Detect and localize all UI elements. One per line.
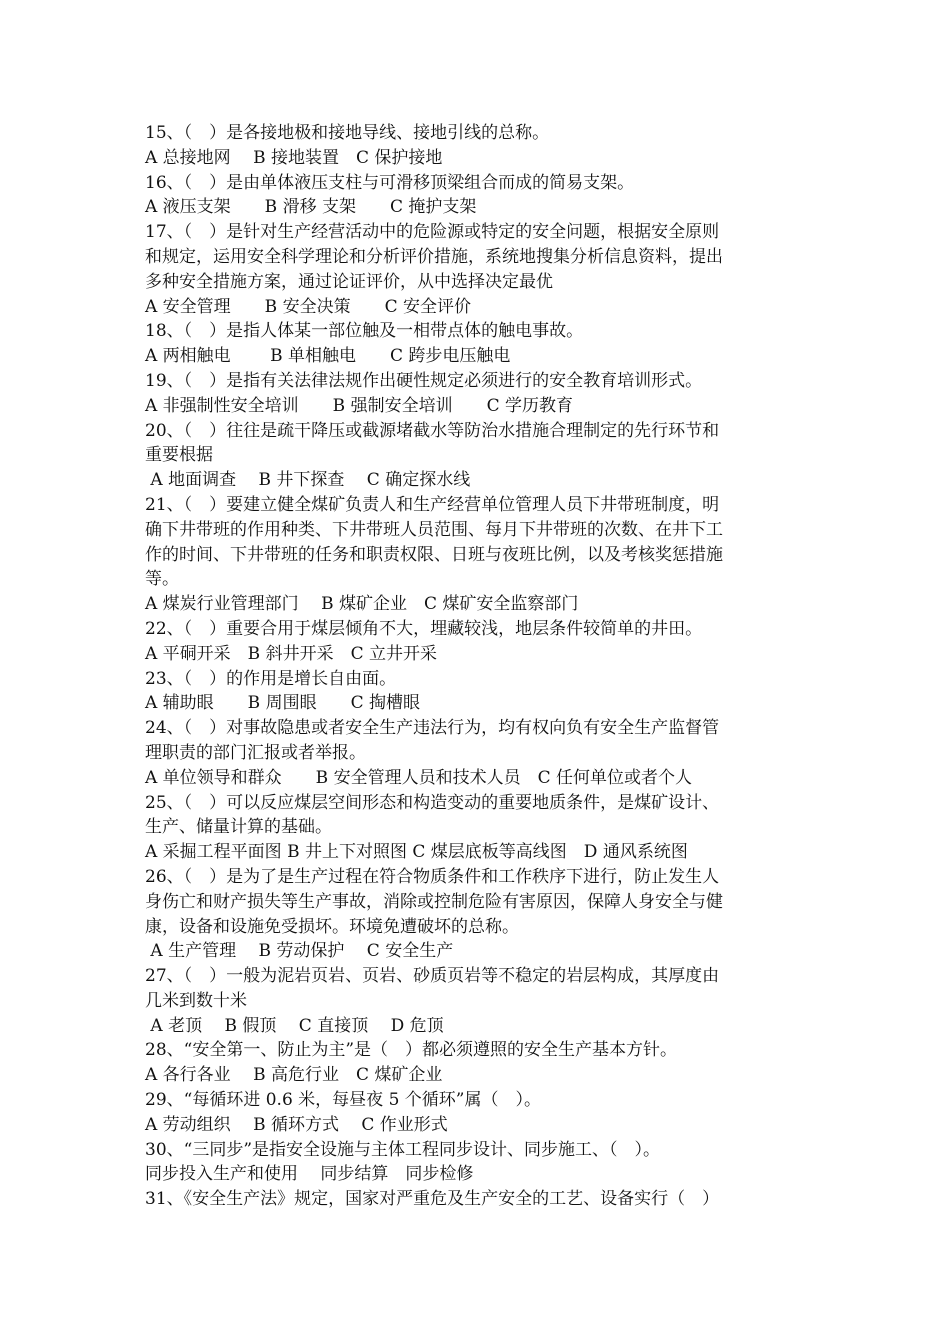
document-line: 31、《安全生产法》规定，国家对严重危及生产安全的工艺、设备实行（ ）: [145, 1189, 720, 1210]
document-line: 25、（ ）可以反应煤层空间形态和构造变动的重要地质条件，是煤矿设计、: [145, 792, 720, 813]
document-line: 生产、储量计算的基础。: [145, 817, 332, 838]
document-line: 29、“每循环进 0.6 米，每昼夜 5 个循环”属（ ）。: [145, 1090, 541, 1111]
document-line: A 各行各业 B 高危行业 C 煤矿企业: [145, 1065, 443, 1086]
document-line: 17、（ ）是针对生产经营活动中的危险源或特定的安全问题，根据安全原则: [145, 222, 720, 243]
document-line: A 非强制性安全培训 B 强制安全培训 C 学历教育: [145, 395, 573, 416]
document-line: 28、“安全第一、防止为主”是（ ）都必须遵照的安全生产基本方针。: [145, 1040, 678, 1061]
document-line: 等。: [145, 569, 179, 590]
document-line: A 两相触电 B 单相触电 C 跨步电压触电: [145, 346, 511, 367]
document-line: 26、（ ）是为了是生产过程在符合物质条件和工作秩序下进行，防止发生人: [145, 866, 720, 887]
document-line: 和规定，运用安全科学理论和分析评价措施，系统地搜集分析信息资料，提出: [145, 246, 723, 267]
document-line: 同步投入生产和使用 同步结算 同步检修: [145, 1164, 474, 1185]
document-line: A 劳动组织 B 循环方式 C 作业形式: [145, 1114, 448, 1135]
document-line: 几米到数十米: [145, 990, 247, 1011]
document-line: A 煤炭行业管理部门 B 煤矿企业 C 煤矿安全监察部门: [145, 594, 579, 615]
document-line: A 辅助眼 B 周围眼 C 掏槽眼: [145, 693, 420, 714]
document-line: 康，设备和设施免受损坏。环境免遭破坏的总称。: [145, 916, 519, 937]
document-line: 27、（ ）一般为泥岩页岩、页岩、砂质页岩等不稳定的岩层构成，其厚度由: [145, 966, 720, 987]
document-line: 理职责的部门汇报或者举报。: [145, 742, 366, 763]
document-line: A 液压支架 B 滑移 支架 C 掩护支架: [145, 197, 477, 218]
document-line: 重要根据: [145, 445, 213, 466]
document-line: 23、（ ）的作用是增长自由面。: [145, 668, 397, 689]
document-line: 多种安全措施方案，通过论证评价，从中选择决定最优: [145, 271, 553, 292]
document-line: 22、（ ）重要合用于煤层倾角不大，埋藏较浅，地层条件较简单的井田。: [145, 618, 703, 639]
document-line: 作的时间、下井带班的任务和职责权限、日班与夜班比例，以及考核奖惩措施: [145, 544, 723, 565]
document-line: A 采掘工程平面图 B 井上下对照图 C 煤层底板等高线图 D 通风系统图: [145, 842, 688, 863]
document-line: 24、（ ）对事故隐患或者安全生产违法行为，均有权向负有安全生产监督管: [145, 718, 720, 739]
document-line: 18、（ ）是指人体某一部位触及一相带点体的触电事故。: [145, 321, 584, 342]
document-line: A 地面调查 B 井下探查 C 确定探水线: [145, 470, 471, 491]
document-line: A 安全管理 B 安全决策 C 安全评价: [145, 296, 471, 317]
document-line: 15、（ ）是各接地极和接地导线、接地引线的总称。: [145, 123, 550, 143]
document-body: [145, 121, 805, 1212]
document-line: 20、（ ）往往是疏干降压或截源堵截水等防治水措施合理制定的先行环节和: [145, 420, 720, 441]
document-line: 30、“三同步”是指安全设施与主体工程同步设计、同步施工、（ ）。: [145, 1139, 661, 1160]
document-line: A 生产管理 B 劳动保护 C 安全生产: [145, 941, 454, 962]
document-line: A 平硐开采 B 斜井开采 C 立井开采: [145, 643, 437, 664]
document-line: 19、（ ）是指有关法律法规作出硬性规定必须进行的安全教育培训形式。: [145, 370, 703, 391]
document-line: A 老顶 B 假顶 C 直接顶 D 危顶: [145, 1015, 444, 1036]
document-line: A 单位领导和群众 B 安全管理人员和技术人员 C 任何单位或者个人: [145, 767, 692, 788]
document-line: 21、（ ）要建立健全煤矿负责人和生产经营单位管理人员下井带班制度，明: [145, 494, 720, 515]
document-line: 16、（ ）是由单体液压支柱与可滑移顶梁组合而成的简易支架。: [145, 172, 635, 193]
document-line: 确下井带班的作用种类、下井带班人员范围、每月下井带班的次数、在井下工: [145, 519, 723, 540]
document-line: 身伤亡和财产损失等生产事故，消除或控制危险有害原因，保障人身安全与健: [145, 891, 723, 912]
document-line: A 总接地网 B 接地装置 C 保护接地: [145, 147, 443, 168]
